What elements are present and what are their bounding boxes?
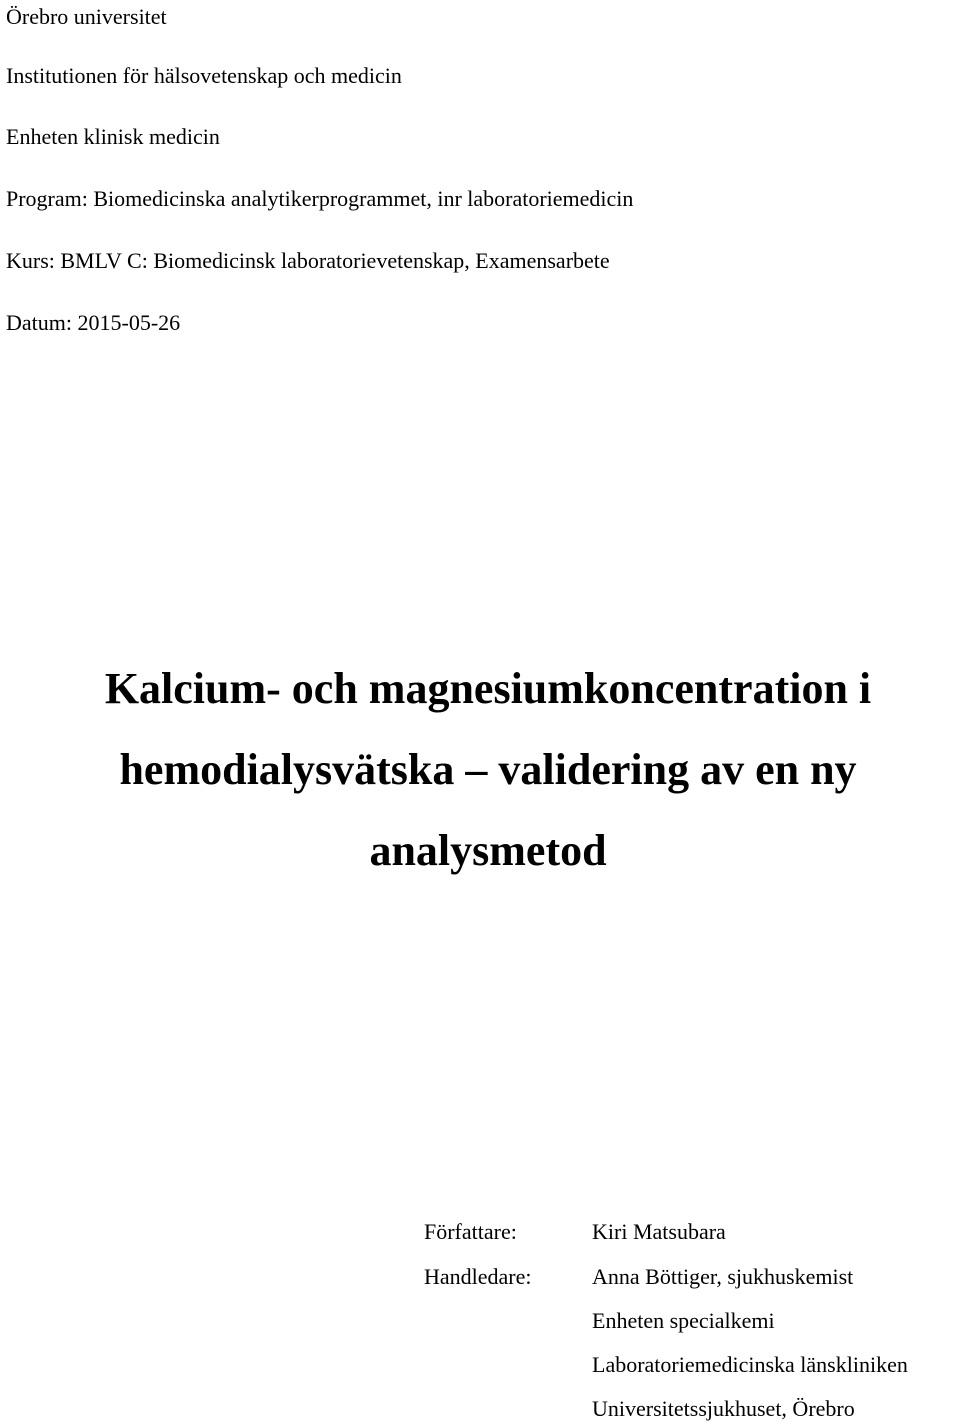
author-label: Författare: (424, 1219, 517, 1244)
supervisor-hospital: Universitetssjukhuset, Örebro (592, 1396, 855, 1421)
university-name: Örebro universitet (6, 4, 167, 29)
supervisor-unit: Enheten specialkemi (592, 1308, 775, 1333)
institution-name: Institutionen för hälsovetenskap och medicin (6, 63, 402, 88)
title-line-3: analysmetod (369, 826, 607, 875)
date-line: Datum: 2015-05-26 (6, 310, 181, 335)
title-line-2: hemodialysvätska – validering av en ny (119, 745, 857, 794)
author-name: Kiri Matsubara (592, 1219, 726, 1244)
supervisor-label: Handledare: (424, 1264, 532, 1289)
supervisor-name: Anna Böttiger, sjukhuskemist (592, 1264, 854, 1289)
supervisor-clinic: Laboratoriemedicinska länskliniken (592, 1352, 908, 1377)
program-line: Program: Biomedicinska analytikerprogrammet, inr laboratoriemedicin (6, 186, 634, 211)
title-line-1: Kalcium- och magnesiumkoncentration i (104, 664, 872, 713)
course-line: Kurs: BMLV C: Biomedicinsk laboratorievetenskap, Examensarbete (6, 248, 610, 273)
unit-name: Enheten klinisk medicin (6, 124, 220, 149)
thesis-title (0, 648, 960, 891)
